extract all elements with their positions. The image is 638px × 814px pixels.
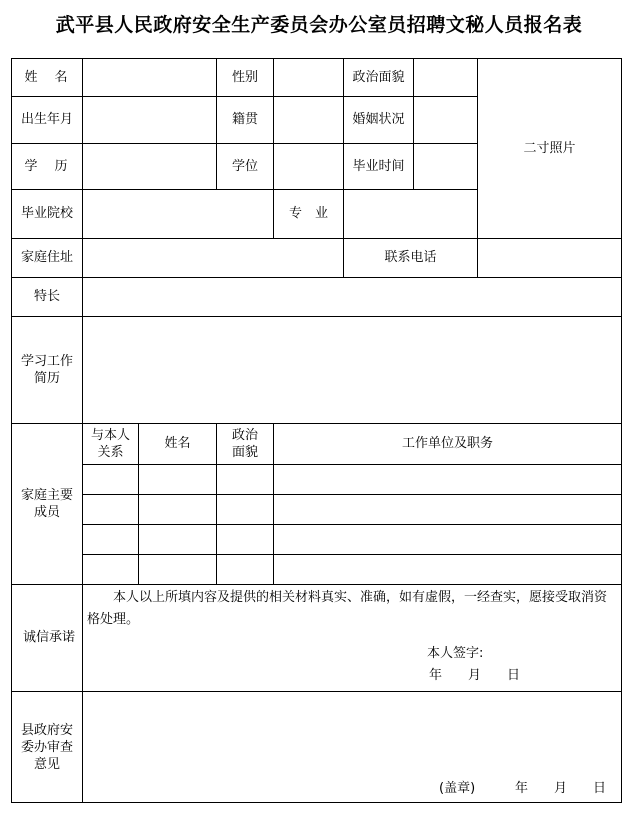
specialty-label: 特长 bbox=[12, 278, 83, 317]
family-name-cell[interactable] bbox=[139, 555, 217, 585]
relation-header bbox=[83, 424, 139, 465]
family-relation-cell[interactable] bbox=[83, 555, 139, 585]
family-political-cell[interactable] bbox=[217, 495, 274, 525]
graduation-time-field[interactable] bbox=[414, 144, 478, 190]
row-resume bbox=[12, 317, 622, 424]
family-label-line1: 家庭主要 bbox=[20, 488, 73, 503]
family-row bbox=[12, 555, 622, 585]
degree-label: 学位 bbox=[217, 144, 274, 190]
row-integrity bbox=[12, 585, 622, 692]
family-name-cell[interactable] bbox=[139, 465, 217, 495]
family-relation-cell[interactable] bbox=[83, 495, 139, 525]
political-status-field[interactable] bbox=[414, 59, 478, 97]
pledge-cell bbox=[83, 585, 622, 692]
family-label-line2: 成员 bbox=[33, 505, 60, 520]
family-row bbox=[12, 465, 622, 495]
birth-field[interactable] bbox=[83, 97, 217, 144]
family-work-cell[interactable] bbox=[274, 495, 622, 525]
degree-field[interactable] bbox=[274, 144, 344, 190]
member-political-header-line2: 面貌 bbox=[231, 445, 258, 460]
school-field[interactable] bbox=[83, 190, 274, 239]
family-label bbox=[12, 424, 83, 585]
specialty-field[interactable] bbox=[83, 278, 622, 317]
major-field[interactable] bbox=[344, 190, 478, 239]
family-political-cell[interactable] bbox=[217, 525, 274, 555]
review-label-line1: 县政府安 bbox=[20, 722, 73, 738]
integrity-label: 诚信承诺 bbox=[12, 585, 83, 692]
major-label: 专 业 bbox=[274, 190, 344, 239]
family-name-cell[interactable] bbox=[139, 525, 217, 555]
signature-label: 本人签字: bbox=[427, 646, 484, 661]
resume-field[interactable] bbox=[83, 317, 622, 424]
seal-label: (盖章) bbox=[439, 781, 476, 796]
row-basic-1 bbox=[12, 59, 622, 97]
review-label-line2: 委办审查 bbox=[20, 739, 73, 755]
member-political-header bbox=[217, 424, 274, 465]
education-label: 学 历 bbox=[12, 144, 83, 190]
address-field[interactable] bbox=[83, 239, 344, 278]
row-review bbox=[12, 692, 622, 803]
education-field[interactable] bbox=[83, 144, 217, 190]
family-political-cell[interactable] bbox=[217, 555, 274, 585]
relation-header-line1: 与本人 bbox=[90, 428, 130, 443]
phone-field[interactable] bbox=[478, 239, 622, 278]
school-label: 毕业院校 bbox=[12, 190, 83, 239]
name-label: 姓 名 bbox=[12, 59, 83, 97]
political-status-label: 政治面貌 bbox=[344, 59, 414, 97]
family-political-cell[interactable] bbox=[217, 465, 274, 495]
marital-status-label: 婚姻状况 bbox=[344, 97, 414, 144]
family-name-cell[interactable] bbox=[139, 495, 217, 525]
gender-label: 性别 bbox=[217, 59, 274, 97]
photo-area: 二寸照片 bbox=[478, 59, 622, 239]
review-label-line3: 意见 bbox=[33, 756, 60, 772]
member-political-header-line1: 政治 bbox=[231, 428, 258, 443]
row-family-header bbox=[12, 424, 622, 465]
native-place-label: 籍贯 bbox=[217, 97, 274, 144]
resume-label-line1: 学习工作 bbox=[20, 354, 73, 369]
marital-status-field[interactable] bbox=[414, 97, 478, 144]
name-field[interactable] bbox=[83, 59, 217, 97]
row-address bbox=[12, 239, 622, 278]
family-row bbox=[12, 525, 622, 555]
row-specialty bbox=[12, 278, 622, 317]
review-label bbox=[12, 692, 83, 803]
birth-label: 出生年月 bbox=[12, 97, 83, 144]
form-title: 武平县人民政府安全生产委员会办公室员招聘文秘人员报名表 bbox=[55, 14, 583, 36]
registration-form-table bbox=[11, 58, 622, 803]
address-label: 家庭住址 bbox=[12, 239, 83, 278]
resume-label-line2: 简历 bbox=[33, 371, 60, 386]
member-name-header: 姓名 bbox=[139, 424, 217, 465]
family-relation-cell[interactable] bbox=[83, 525, 139, 555]
graduation-time-label: 毕业时间 bbox=[344, 144, 414, 190]
work-unit-header: 工作单位及职务 bbox=[274, 424, 622, 465]
family-work-cell[interactable] bbox=[274, 525, 622, 555]
family-work-cell[interactable] bbox=[274, 555, 622, 585]
gender-field[interactable] bbox=[274, 59, 344, 97]
family-work-cell[interactable] bbox=[274, 465, 622, 495]
pledge-text: 本人以上所填内容及提供的相关材料真实、准确，如有虚假，一经查实，愿接受取消资格处理。 bbox=[87, 590, 608, 627]
relation-header-line2: 关系 bbox=[97, 445, 124, 460]
native-place-field[interactable] bbox=[274, 97, 344, 144]
family-row bbox=[12, 495, 622, 525]
review-cell[interactable] bbox=[83, 692, 622, 803]
family-relation-cell[interactable] bbox=[83, 465, 139, 495]
pledge-date: 年 月 日 bbox=[429, 668, 521, 683]
resume-label bbox=[12, 317, 83, 424]
phone-label: 联系电话 bbox=[344, 239, 478, 278]
review-date: 年 月 日 bbox=[515, 781, 607, 796]
